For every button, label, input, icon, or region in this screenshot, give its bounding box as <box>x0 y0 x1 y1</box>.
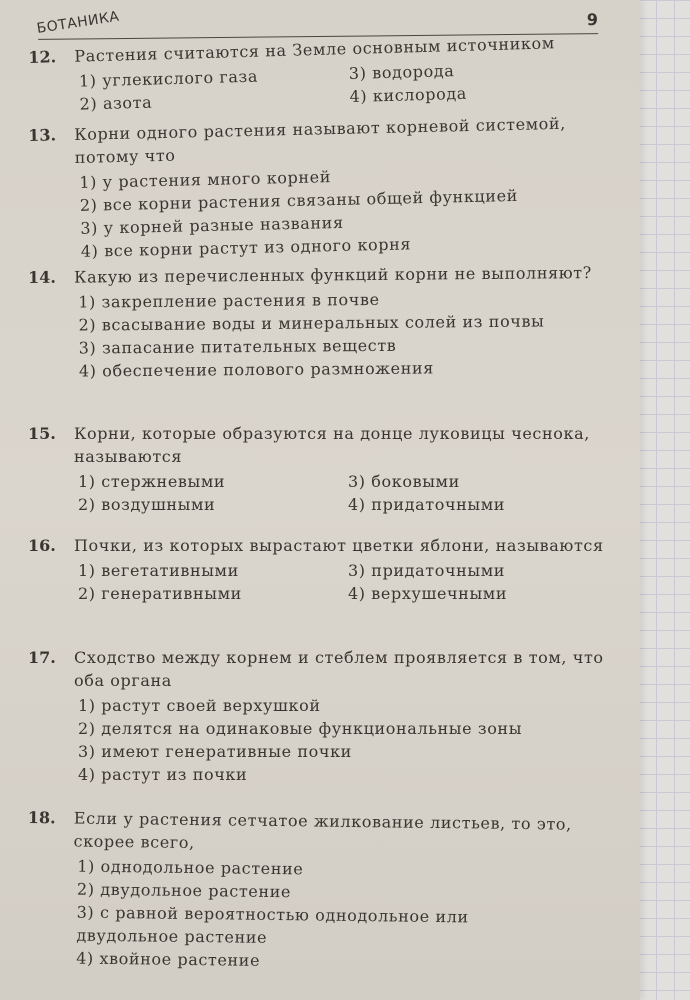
question-13 <box>28 111 611 264</box>
answer-option: 3) с равной вероятностью однодольное или двудольное растение <box>76 902 469 947</box>
answer-option: 1) растут своей верхушкой <box>78 696 321 715</box>
subject-title: БОТАНИКА <box>35 8 121 37</box>
answer-option: 2) всасывание воды и минеральных солей из почвы <box>78 311 545 335</box>
answer-option: 2) делятся на одинаковые функциональные зоны <box>78 719 523 738</box>
question-text: Корни одного растения называют корневой системой, потому что <box>74 113 567 167</box>
question-15 <box>28 422 608 516</box>
answer-options <box>76 855 607 976</box>
answer-option: 2) все корни растения связаны общей функцией <box>79 185 519 215</box>
question-number: 12. <box>28 47 57 67</box>
question-14 <box>28 261 609 383</box>
answer-option: 1) у растения много корней <box>79 167 332 192</box>
answer-option: 2) генеративными <box>78 584 242 603</box>
answer-option: 3) придаточными <box>348 561 506 580</box>
question-number: 16. <box>28 536 56 555</box>
answer-options <box>79 159 611 263</box>
question-text: Какую из перечисленных функций корни не выполняют? <box>74 263 592 287</box>
answer-options <box>78 559 608 605</box>
answer-options <box>78 470 608 516</box>
answer-option: 2) двудольное растение <box>76 879 292 902</box>
answer-option: 1) закрепление растения в почве <box>78 289 380 312</box>
question-number: 18. <box>27 807 56 828</box>
answer-option: 2) воздушными <box>78 495 216 514</box>
answer-option: 4) обеспечение полового размножения <box>78 358 434 381</box>
question-number: 13. <box>28 125 57 145</box>
answer-option: 1) однодольное растение <box>77 856 304 879</box>
question-text: Корни, которые образуются на донце луковицы чеснока, называются <box>74 424 590 466</box>
answer-options <box>78 286 609 383</box>
question-17 <box>28 646 608 786</box>
question-text: Сходство между корнем и стеблем проявляется в том, что оба органа <box>74 648 604 690</box>
page-number: 9 <box>586 10 599 30</box>
answer-option: 2) азота <box>79 92 153 114</box>
answer-option: 3) водорода <box>348 61 455 84</box>
answer-option: 3) у корней разные названия <box>80 212 344 238</box>
question-number: 14. <box>28 267 57 287</box>
answer-options <box>78 694 608 786</box>
answer-option: 4) верхушечными <box>348 584 508 603</box>
question-number: 17. <box>28 648 56 667</box>
answer-option: 4) кислорода <box>349 83 468 107</box>
answer-option: 4) все корни растут из одного корня <box>80 234 412 261</box>
answer-option: 4) придаточными <box>348 495 506 514</box>
answer-option: 4) хвойное растение <box>76 948 261 970</box>
question-16 <box>28 534 608 605</box>
question-12 <box>28 30 610 117</box>
answer-option: 1) вегетативными <box>78 561 239 580</box>
question-18 <box>26 806 608 976</box>
question-text: Растения считаются на Земле основным источником <box>74 33 556 66</box>
question-number: 15. <box>28 424 56 443</box>
answer-option: 3) боковыми <box>348 472 460 491</box>
question-text: Почки, из которых вырастают цветки яблони, называются <box>74 536 604 555</box>
answer-option: 1) стержневыми <box>78 472 226 491</box>
answer-option: 3) имеют генеративные почки <box>78 742 352 761</box>
answer-option: 4) растут из почки <box>78 765 248 784</box>
question-text: Если у растения сетчатое жилкование листьев, то это, скорее всего, <box>73 808 572 853</box>
answer-option: 3) запасание питательных веществ <box>78 335 397 358</box>
answer-option: 1) углекислого газа <box>78 66 259 91</box>
